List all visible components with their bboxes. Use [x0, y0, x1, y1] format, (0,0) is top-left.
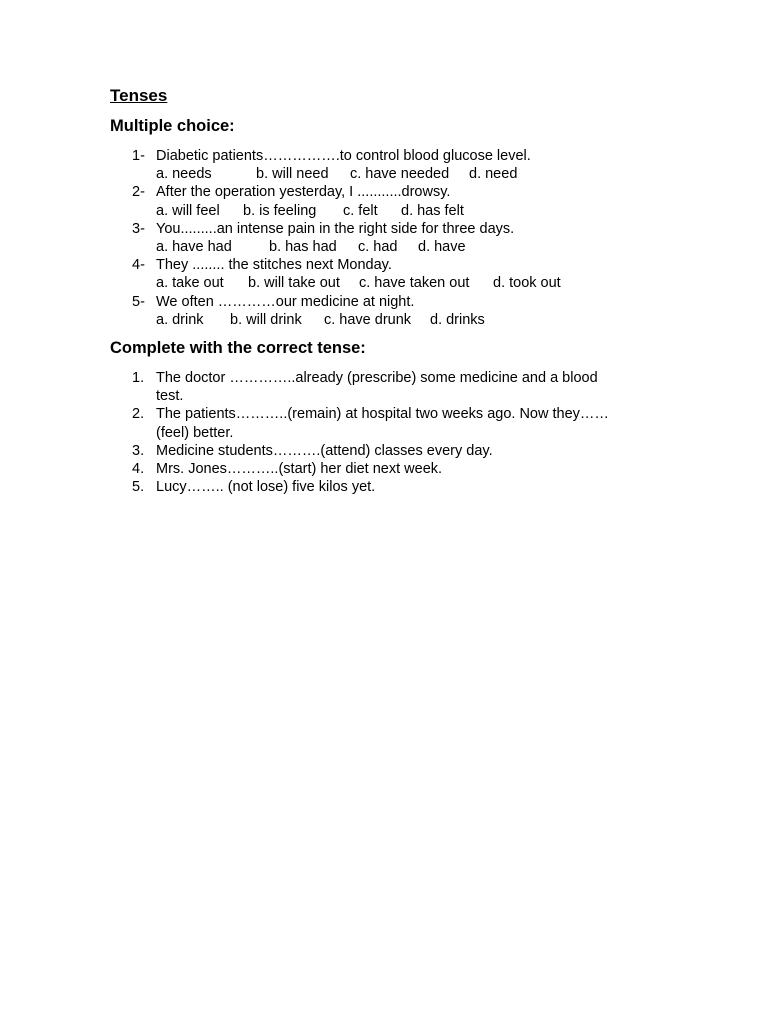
question-text: After the operation yesterday, I ...........drowsy. [156, 184, 451, 201]
option-c: c. have needed [350, 166, 450, 183]
item-text: Mrs. Jones………..(start) her diet next week. [156, 460, 443, 477]
option-b: b. will need [256, 166, 329, 183]
question-item [0, 147, 768, 183]
item-text-continued: test. [156, 388, 184, 405]
item-number: 1. [132, 370, 145, 386]
question-text: They ........ the stitches next Monday. [156, 257, 392, 274]
option-b: b. will take out [248, 275, 340, 292]
option-c: c. felt [343, 202, 378, 219]
exercise-item [0, 478, 768, 496]
option-c: c. have drunk [324, 311, 412, 328]
question-item [0, 256, 768, 292]
item-text: Medicine students……….(attend) classes every day. [156, 442, 493, 459]
exercise-item [0, 442, 768, 460]
option-d: d. need [469, 166, 518, 183]
option-a: a. needs [156, 166, 212, 183]
complete-tense-list [0, 369, 768, 496]
option-b: b. has had [269, 238, 337, 255]
exercise-item [0, 460, 768, 478]
option-b: b. is feeling [243, 202, 317, 219]
option-a: a. have had [156, 238, 232, 255]
question-item [0, 220, 768, 256]
question-number: 2- [132, 184, 145, 201]
option-d: d. has felt [401, 202, 464, 219]
item-text: The doctor …………..already (prescribe) some medicine and a blood [156, 370, 598, 386]
option-a: a. take out [156, 275, 224, 292]
question-text: Diabetic patients…………….to control blood glucose level. [156, 148, 531, 164]
item-number: 2. [132, 406, 145, 423]
question-number: 3- [132, 220, 145, 237]
exercise-item [0, 405, 768, 441]
option-c: c. have taken out [359, 275, 470, 292]
multiple-choice-list [0, 147, 768, 329]
option-d: d. took out [493, 275, 561, 292]
exercise-item [0, 369, 768, 405]
option-b: b. will drink [230, 311, 302, 328]
question-number: 1- [132, 148, 145, 164]
question-number: 5- [132, 293, 145, 310]
item-text-continued: (feel) better. [156, 424, 234, 441]
question-number: 4- [132, 257, 145, 274]
page-title: Tenses [110, 86, 168, 105]
multiple-choice-heading: Multiple choice: [110, 117, 235, 135]
item-number: 5. [132, 479, 145, 496]
question-item [0, 183, 768, 219]
option-d: d. have [418, 238, 466, 255]
option-d: d. drinks [430, 311, 485, 328]
item-text: The patients………..(remain) at hospital two weeks ago. Now they…… [156, 406, 609, 423]
option-a: a. will feel [156, 202, 220, 219]
question-text: You.........an intense pain in the right side for three days. [156, 220, 515, 237]
question-text: We often …………our medicine at night. [156, 293, 415, 310]
complete-tense-heading: Complete with the correct tense: [110, 339, 366, 357]
item-number: 4. [132, 460, 145, 477]
option-c: c. had [358, 238, 398, 255]
item-text: Lucy…….. (not lose) five kilos yet. [156, 479, 376, 496]
option-a: a. drink [156, 311, 204, 328]
question-item [0, 293, 768, 329]
item-number: 3. [132, 442, 145, 459]
